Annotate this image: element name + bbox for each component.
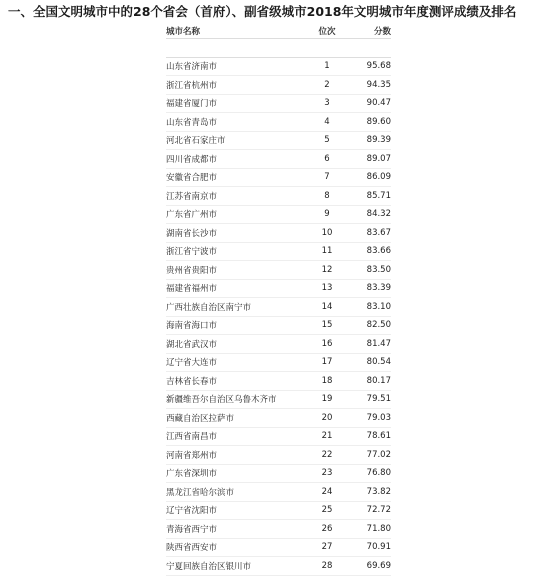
table-row — [166, 335, 391, 354]
score-cell: 89.39 — [366, 135, 391, 146]
score-cell: 82.50 — [366, 320, 391, 331]
table-header-row — [166, 24, 391, 39]
rank-cell: 7 — [324, 172, 330, 183]
city-name-cell: 广西壮族自治区南宁市 — [166, 302, 252, 313]
score-cell: 89.07 — [366, 153, 391, 164]
score-cell: 83.66 — [366, 246, 391, 257]
city-name-cell: 湖北省武汉市 — [166, 339, 218, 350]
table-row — [166, 224, 391, 243]
score-cell: 80.17 — [366, 375, 391, 386]
rank-cell: 11 — [321, 246, 333, 257]
rank-cell: 21 — [321, 431, 333, 442]
rank-cell: 23 — [321, 468, 333, 479]
table-row — [166, 150, 391, 169]
city-name-cell: 西藏自治区拉萨市 — [166, 413, 235, 424]
rank-cell: 2 — [324, 79, 330, 90]
rank-cell: 5 — [324, 135, 330, 146]
city-name-cell: 安徽省合肥市 — [166, 173, 218, 184]
table-row — [166, 427, 391, 446]
column-header-city: 城市名称 — [166, 27, 201, 37]
table-row — [166, 464, 391, 483]
table-row — [166, 205, 391, 224]
table-row — [166, 372, 391, 391]
city-name-cell: 福建省福州市 — [166, 284, 218, 295]
score-cell: 83.67 — [366, 227, 391, 238]
city-name-cell: 新疆维吾尔自治区乌鲁木齐市 — [166, 395, 277, 406]
score-cell: 83.50 — [366, 264, 391, 275]
score-cell: 81.47 — [366, 338, 391, 349]
score-cell: 86.09 — [366, 172, 391, 183]
table-row — [166, 94, 391, 113]
score-cell: 79.51 — [366, 394, 391, 405]
city-name-cell: 黑龙江省哈尔滨市 — [166, 487, 235, 498]
score-cell: 76.80 — [366, 468, 391, 479]
table-row — [166, 557, 391, 576]
city-name-cell: 陕西省西安市 — [166, 543, 218, 554]
ranking-table-body — [166, 57, 391, 575]
score-cell: 79.03 — [366, 412, 391, 423]
table-row — [166, 242, 391, 261]
table-row — [166, 316, 391, 335]
table-row — [166, 279, 391, 298]
city-name-cell: 广东省广州市 — [166, 210, 218, 221]
rank-cell: 13 — [321, 283, 333, 294]
table-row — [166, 446, 391, 465]
rank-cell: 3 — [324, 98, 330, 109]
table-row — [166, 261, 391, 280]
ranking-table — [166, 24, 391, 576]
rank-cell: 20 — [321, 412, 333, 423]
city-name-cell: 吉林省长春市 — [166, 376, 218, 387]
table-row — [166, 57, 391, 76]
city-name-cell: 辽宁省沈阳市 — [166, 506, 218, 517]
score-cell: 83.10 — [366, 301, 391, 312]
column-header-rank: 位次 — [318, 27, 336, 37]
city-name-cell: 贵州省贵阳市 — [166, 265, 218, 276]
rank-cell: 19 — [321, 394, 333, 405]
city-name-cell: 海南省海口市 — [166, 321, 218, 332]
rank-cell: 25 — [321, 505, 333, 516]
rank-cell: 1 — [324, 61, 330, 72]
city-name-cell: 江苏省南京市 — [166, 191, 218, 202]
score-cell: 73.82 — [366, 486, 391, 497]
column-header-score: 分数 — [373, 27, 391, 37]
score-cell: 89.60 — [366, 116, 391, 127]
city-name-cell: 山东省青岛市 — [166, 117, 218, 128]
rank-cell: 12 — [321, 264, 333, 275]
city-name-cell: 山东省济南市 — [166, 62, 218, 73]
section-heading: 一、全国文明城市中的28个省会（首府）、副省级城市2018年文明城市年度测评成绩及排名 — [8, 4, 517, 19]
rank-cell: 17 — [321, 357, 333, 368]
table-row — [166, 353, 391, 372]
rank-cell: 9 — [324, 209, 330, 220]
table-row — [166, 298, 391, 317]
city-name-cell: 河南省郑州市 — [166, 450, 218, 461]
city-name-cell: 浙江省宁波市 — [166, 247, 218, 258]
rank-cell: 24 — [321, 486, 333, 497]
table-row — [166, 409, 391, 428]
rank-cell: 6 — [324, 153, 330, 164]
score-cell: 77.02 — [366, 449, 391, 460]
city-name-cell: 湖南省长沙市 — [166, 228, 218, 239]
rank-cell: 15 — [321, 320, 333, 331]
score-cell: 80.54 — [366, 357, 391, 368]
city-name-cell: 浙江省杭州市 — [166, 80, 218, 91]
city-name-cell: 河北省石家庄市 — [166, 136, 226, 147]
score-cell: 84.32 — [366, 209, 391, 220]
rank-cell: 16 — [321, 338, 333, 349]
city-name-cell: 青海省西宁市 — [166, 524, 218, 535]
rank-cell: 8 — [324, 190, 330, 201]
city-name-cell: 辽宁省大连市 — [166, 358, 218, 369]
rank-cell: 18 — [321, 375, 333, 386]
rank-cell: 22 — [321, 449, 333, 460]
rank-cell: 10 — [321, 227, 333, 238]
rank-cell: 27 — [321, 542, 333, 553]
city-name-cell: 福建省厦门市 — [166, 99, 218, 110]
city-name-cell: 四川省成都市 — [166, 154, 218, 165]
city-name-cell: 广东省深圳市 — [166, 469, 218, 480]
score-cell: 85.71 — [366, 190, 391, 201]
score-cell: 70.91 — [366, 542, 391, 553]
rank-cell: 4 — [324, 116, 330, 127]
score-cell: 69.69 — [366, 560, 391, 571]
score-cell: 95.68 — [366, 61, 391, 72]
table-row — [166, 483, 391, 502]
table-row — [166, 520, 391, 539]
table-row — [166, 76, 391, 95]
table-row — [166, 390, 391, 409]
city-name-cell: 宁夏回族自治区银川市 — [166, 561, 252, 572]
table-row — [166, 187, 391, 206]
table-row — [166, 168, 391, 187]
score-cell: 72.72 — [366, 505, 391, 516]
table-row — [166, 501, 391, 520]
rank-cell: 14 — [321, 301, 333, 312]
city-name-cell: 江西省南昌市 — [166, 432, 218, 443]
score-cell: 83.39 — [366, 283, 391, 294]
score-cell: 71.80 — [366, 523, 391, 534]
table-row — [166, 538, 391, 557]
score-cell: 78.61 — [366, 431, 391, 442]
score-cell: 90.47 — [366, 98, 391, 109]
rank-cell: 28 — [321, 560, 333, 571]
rank-cell: 26 — [321, 523, 333, 534]
table-row — [166, 131, 391, 150]
table-row — [166, 113, 391, 132]
score-cell: 94.35 — [366, 79, 391, 90]
